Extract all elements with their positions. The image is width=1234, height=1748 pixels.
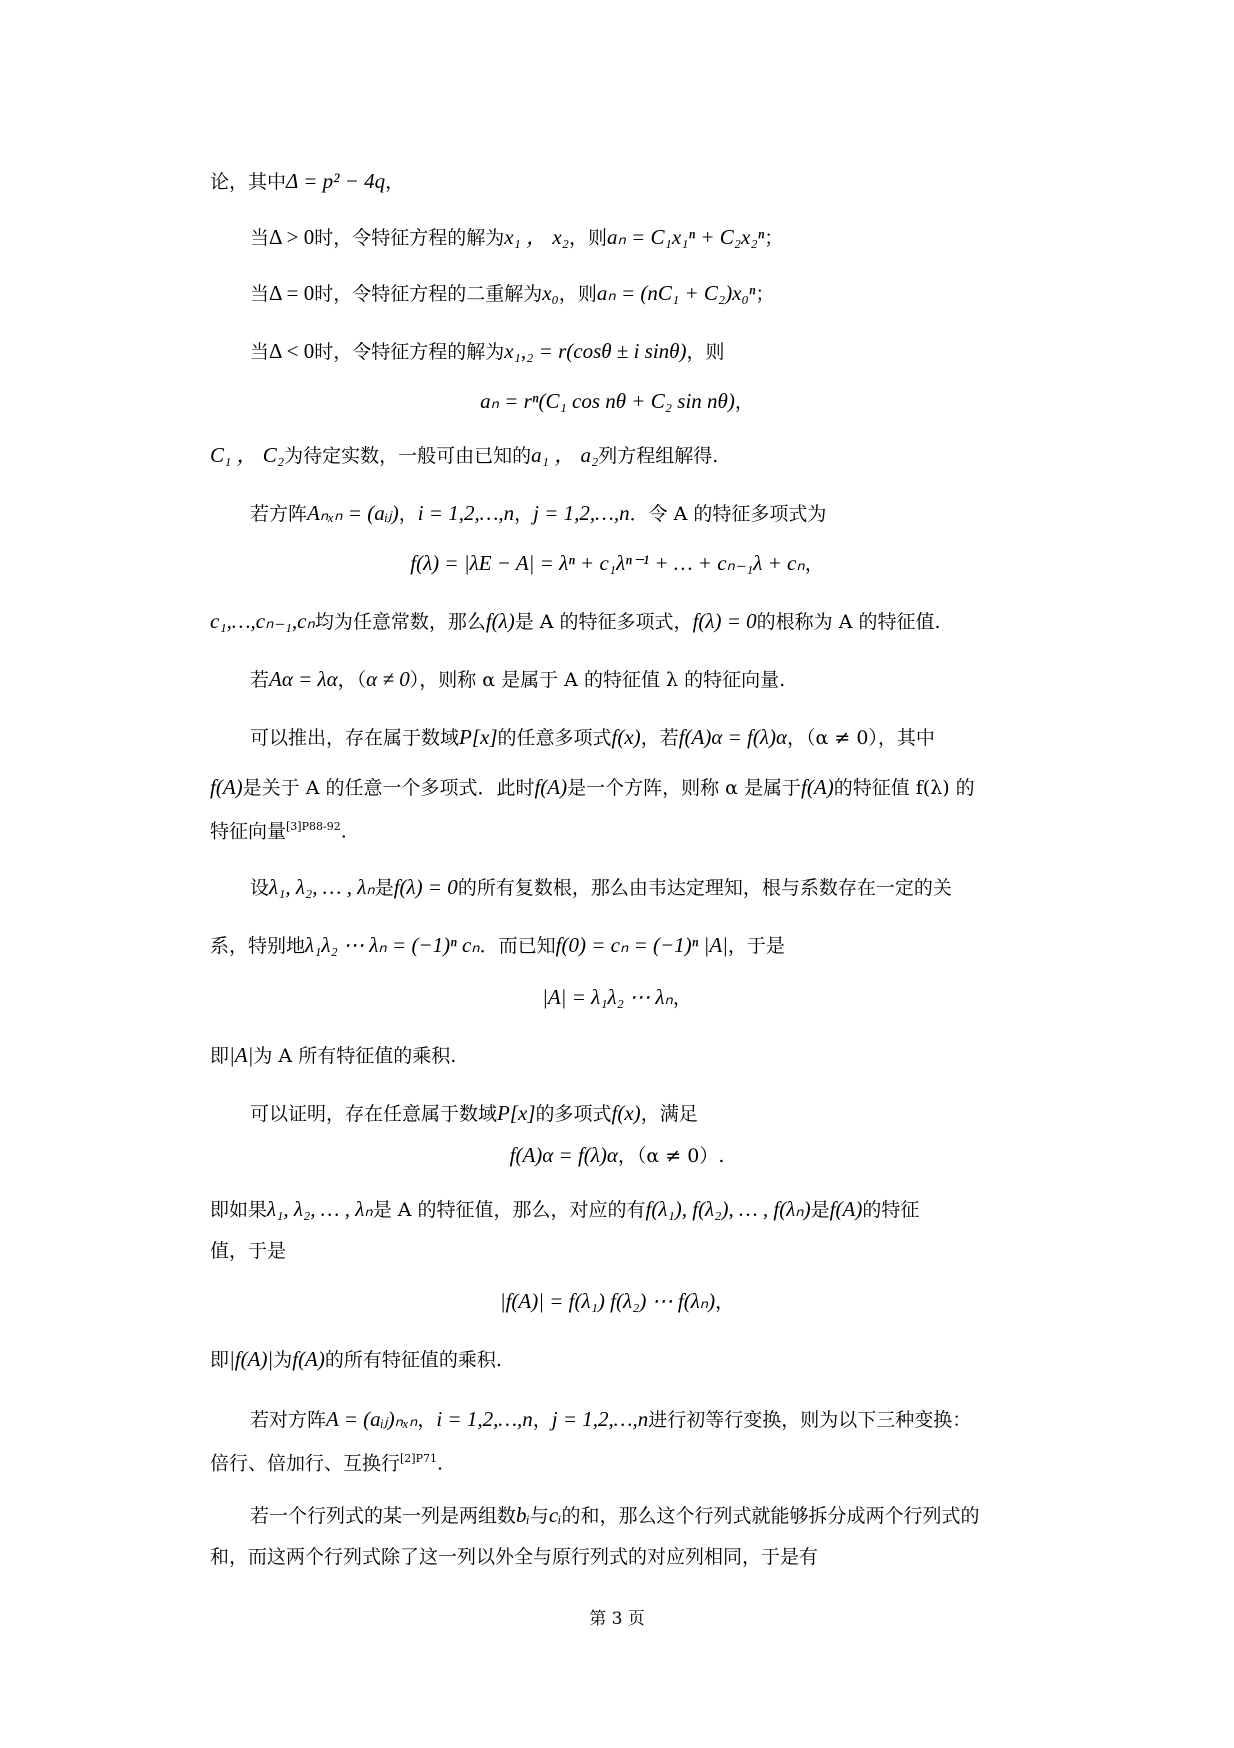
text-line-26: 若一个行列式的某一列是两组数bᵢ与cᵢ的和，那么这个行列式就能够拆分成两个行列式的 [250,1503,980,1527]
text-line-12: f(A)是关于 A 的任意一个多项式．此时f(A)是一个方阵，则称 α 是属于f(A)的特征值 f(λ) 的 [210,775,975,799]
text-line-13: 特征向量$^{[3]P88-92}$. [210,820,347,843]
formula-an: aₙ = rⁿ(C₁ cos nθ + C₂ sin nθ)， [480,389,754,413]
text-line-17: 即|A|为 A 所有特征值的乘积. [210,1043,457,1067]
text-line-24: 若对方阵A = (aᵢⱼ)ₙₓₙ，i = 1,2,…,n，j = 1,2,…,n进行初等行变换，则为以下三种变换： [250,1407,972,1431]
text-line-4: 当Δ < 0时，令特征方程的解为x₁,₂ = r(cosθ ± i sinθ)，则 [250,339,725,363]
formula-fa-alpha: f(A)α = f(λ)α，（α ≠ 0）. [509,1143,725,1167]
formula-char-poly: f(λ) = |λE − A| = λⁿ + c₁λⁿ⁻¹ + … + cₙ₋₁λ + cₙ， [410,551,824,575]
text-line-10: 若Aα = λα，（α ≠ 0），则称 α 是属于 A 的特征值 λ 的特征向量. [250,667,786,691]
text-line-1: 论，其中Δ = p² − 4q， [210,169,405,193]
text-line-6: C₁ ， C₂为待定实数，一般可由已知的a₁ ， a₂列方程组解得. [210,443,719,467]
citation-ref: [3]P88-92 [286,820,341,833]
citation-ref: [2]P71 [400,1452,437,1465]
page-number: 第 3 页 [589,1609,645,1629]
text-line-3: 当Δ = 0时，令特征方程的二重解为x₀，则aₙ = (nC₁ + C₂)x₀ⁿ； [250,281,775,305]
text-line-27: 和，而这两个行列式除了这一列以外全与原行列式的对应列相同，于是有 [210,1546,819,1568]
text-line-18: 可以证明，存在任意属于数域P[x]的多项式f(x)，满足 [250,1101,698,1125]
text-line-11: 可以推出，存在属于数域P[x]的任意多项式f(x)，若f(A)α = f(λ)α，（α ≠ 0），其中 [250,725,935,749]
formula-det-product: |A| = λ₁λ₂ ⋯ λₙ， [542,985,692,1009]
text-line-7: 若方阵Aₙₓₙ = (aᵢⱼ)，i = 1,2,…,n，j = 1,2,…,n．令 A 的特征多项式为 [250,501,827,525]
text-line-23: 即|f(A)|为f(A)的所有特征值的乘积. [210,1347,502,1371]
text-line-25: 倍行、倍加行、互换行$^{[2]P71}$. [210,1452,444,1475]
text-line-15: 系，特别地λ₁λ₂ ⋯ λₙ = (−1)ⁿ cₙ．而已知f(0) = cₙ = (−1)ⁿ |A|，于是 [210,933,785,957]
text-line-20: 即如果λ₁, λ₂, … , λₙ是 A 的特征值，那么，对应的有f(λ₁), f(λ₂), … , f(λₙ)是f(A)的特征 [210,1197,920,1221]
text-line-2: 当Δ > 0时，令特征方程的解为x₁ ， x₂，则aₙ = C₁x₁ⁿ + C₂x₂ⁿ； [250,225,784,249]
formula-det-fa: |f(A)| = f(λ₁) f(λ₂) ⋯ f(λₙ)， [499,1289,735,1313]
text-line-9: c₁,…,cₙ₋₁,cₙ均为任意常数，那么f(λ)是 A 的特征多项式，f(λ) = 0的根称为 A 的特征值. [210,609,941,633]
text-line-14: 设λ₁, λ₂, … , λₙ是f(λ) = 0的所有复数根，那么由韦达定理知，根与系数存在一定的关 [250,875,952,899]
text-line-21: 值，于是 [210,1240,287,1262]
